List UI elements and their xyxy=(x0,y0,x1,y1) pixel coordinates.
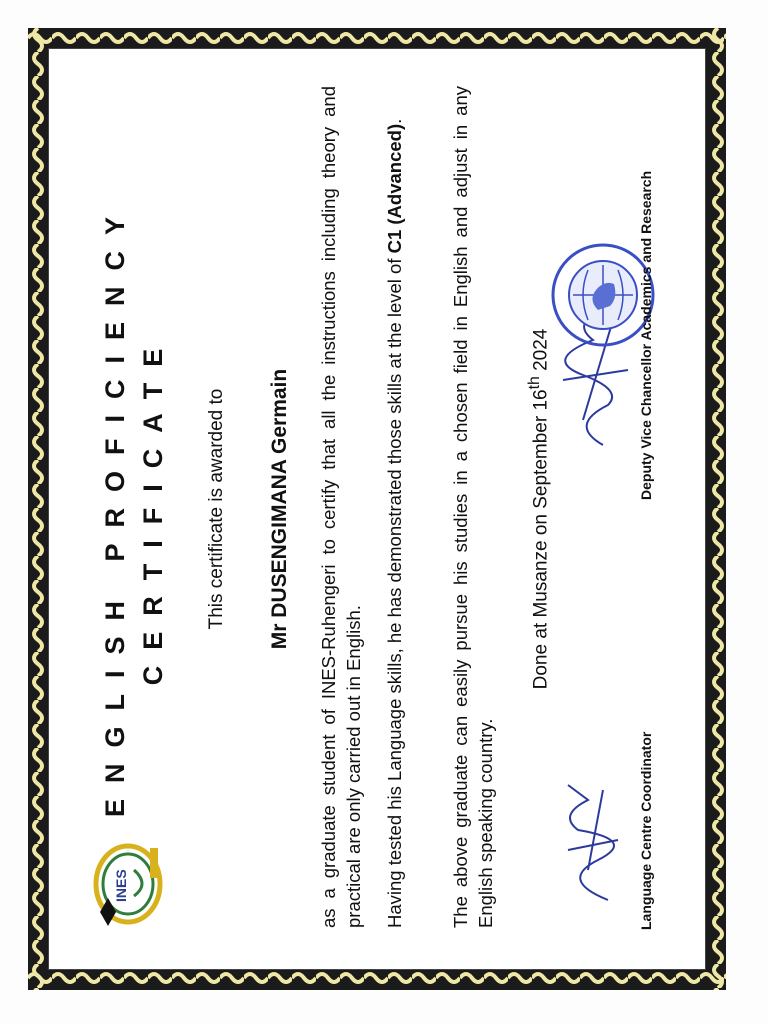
paragraph-graduate: as a graduate student of INES-Ruhengeri to certify that all the instructions including theory and practical are only carried out in English. xyxy=(318,86,364,928)
date-year: 2024 xyxy=(530,328,552,377)
signature-left-icon xyxy=(548,760,628,910)
svg-text:INES: INES xyxy=(113,869,129,902)
recipient-name: Mr DUSENGIMANA Germain xyxy=(268,368,291,650)
signatory-deputy-vice-chancellor: Deputy Vice Chancellor Academics and Research xyxy=(638,170,654,500)
level-value: C1 (Advanced) xyxy=(384,123,405,254)
certificate-subtitle: CERTIFICATE xyxy=(138,332,168,686)
signatory-language-coordinator: Language Centre Coordinator xyxy=(638,731,654,930)
certificate-content xyxy=(48,48,706,970)
awarded-text: This certificate is awarded to xyxy=(206,388,227,630)
paragraph-level xyxy=(382,86,407,928)
date-text: Done at Musanze on September 16 xyxy=(530,389,552,690)
certificate-title: ENGLISH PROFICIENCY xyxy=(100,200,130,818)
level-text: Having tested his Language skills, he has demonstrated those skills at the level of xyxy=(384,253,405,928)
level-suffix: . xyxy=(384,118,405,124)
paragraph-adjust: The above graduate can easily pursue his studies in a chosen field in English and adjust in any English speaking country. xyxy=(450,86,496,928)
date-suffix: th xyxy=(526,376,543,390)
